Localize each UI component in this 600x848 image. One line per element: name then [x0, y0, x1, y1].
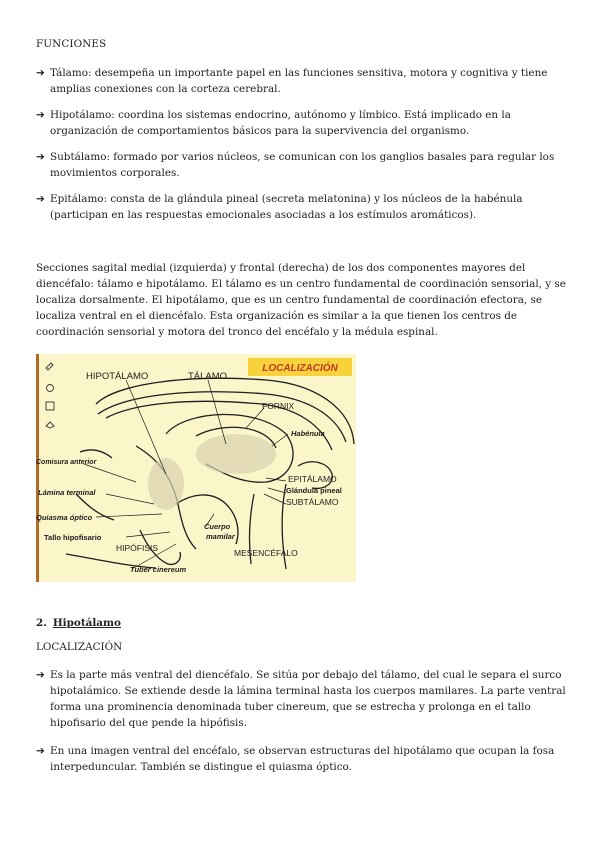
label-cuerpo-line1: Cuerpo [204, 522, 231, 531]
section-number: 2. [36, 617, 47, 629]
hipotalamo-bullet-2 [36, 743, 566, 775]
bullet-text: Tálamo: desempeña un importante papel en las funciones sensitiva, motora y cognitiva y tiene amplias conexiones con la corteza cerebral. [50, 67, 548, 95]
localizacion-subheading: LOCALIZACIÓN [36, 641, 123, 653]
arrow-bullet-icon: ➔ [36, 745, 45, 757]
leader-comisura [84, 464, 136, 482]
label-quiasma: Quiasma óptico [36, 513, 93, 522]
thalamus-shade [196, 434, 276, 474]
diencephalon-figure [36, 354, 356, 582]
label-lamina: Lámina terminal [38, 488, 96, 497]
pencil-tool-icon[interactable] [46, 363, 53, 370]
arrow-bullet-icon: ➔ [36, 151, 45, 163]
bullet-text: En una imagen ventral del encéfalo, se observan estructuras del hipotálamo que ocupan la fosa interpeduncular. También se distingue el quiasma óptico. [50, 745, 555, 773]
label-tuber: Tuber cinereum [130, 565, 187, 574]
label-talamo: TÁLAMO [188, 371, 228, 382]
label-epitalamo: EPITÁLAMO [288, 474, 337, 484]
label-mesencefalo: MESENCÉFALO [234, 548, 298, 558]
shaded-areas [148, 434, 276, 510]
anterior-commissure [80, 450, 112, 458]
arrow-bullet-icon: ➔ [36, 193, 45, 205]
banner-label: LOCALIZACIÓN [262, 363, 338, 374]
label-glandula: Glándula pineal [286, 486, 342, 495]
label-comisura: Comisura anterior [36, 459, 97, 466]
bullet-text: Es la parte más ventral del diencéfalo. Se sitúa por debajo del tálamo, del cual le separa el surco hipotalámico. Se extiende desde la lámina terminal hasta los cuerpos mamilares. La parte ventral forma una prominencia denominada tuber cinereum, que se estrecha y prolonga en el tallo hipofisario del que pende la hipófisis. [50, 669, 566, 729]
function-bullet-hipotalamo [36, 107, 566, 139]
bullet-text: Subtálamo: formado por varios núcleos, se comunican con los ganglios basales para regular los movimientos corporales. [50, 151, 555, 179]
figure-edge [36, 354, 39, 582]
functions-heading: FUNCIONES [36, 38, 107, 50]
label-habenula: Habénula [291, 429, 325, 438]
hypothalamus-shade [148, 458, 184, 510]
label-subtalamo: SUBTÁLAMO [286, 497, 339, 507]
leader-epitalamo [266, 478, 286, 481]
section-description: Secciones sagital medial (izquierda) y frontal (derecha) de los dos componentes mayores del diencéfalo: tálamo e hipotálamo. El tálamo es un centro fundamental de coordinación sensorial, y se localiza dorsalmente. El hipotálamo, que es un centro fundamental de coordinación efectora, se localiza ventral en el diencéfalo. Esta organización es similar a la que tienen los centros de coordinación sensorial y motora del tronco del encéfalo y la médula espinal. [36, 262, 566, 338]
label-tallo: Tallo hipofisario [44, 533, 102, 542]
label-fornix: FORNIX [262, 401, 295, 411]
lasso-tool-icon[interactable] [47, 385, 54, 392]
bullet-text: Epitálamo: consta de la glándula pineal (secreta melatonina) y los núcleos de la habénula (participan en las respuestas emocionales asociadas a los estímulos aromáticos). [50, 193, 523, 221]
function-bullet-subtalamo [36, 149, 566, 181]
function-bullet-talamo [36, 65, 566, 97]
diencephalon-diagram [36, 354, 356, 582]
arrow-bullet-icon: ➔ [36, 67, 45, 79]
function-bullet-epitalamo [36, 191, 566, 223]
leader-fornix [246, 408, 264, 428]
bullet-text: Hipotálamo: coordina los sistemas endocrino, autónomo y límbico. Está implicado en la organización de comportamientos básicos para la supervivencia del organismo. [50, 109, 511, 137]
leader-lamina [106, 494, 154, 504]
leader-hipotalamo [126, 380, 166, 474]
leader-lines [84, 380, 288, 569]
leader-habenula [272, 434, 288, 446]
leader-talamo [208, 380, 226, 444]
label-hipofisis: HIPÓFISIS [116, 543, 159, 553]
arrow-bullet-icon: ➔ [36, 669, 45, 681]
eraser-tool-icon[interactable] [46, 422, 54, 428]
annotation-toolbar [46, 363, 54, 428]
hipotalamo-bullet-1 [36, 667, 566, 731]
section-2-title [36, 617, 121, 629]
arrow-bullet-icon: ➔ [36, 109, 45, 121]
label-hipotalamo: HIPOTÁLAMO [86, 371, 149, 382]
leader-subtalamo [264, 494, 286, 504]
leader-glandula [268, 488, 286, 493]
leader-quiasma [96, 514, 162, 517]
section-name: Hipotálamo [52, 617, 121, 629]
leader-tallo [126, 532, 170, 537]
label-cuerpo-line2: mamilar [206, 532, 235, 541]
select-tool-icon[interactable] [46, 402, 54, 410]
